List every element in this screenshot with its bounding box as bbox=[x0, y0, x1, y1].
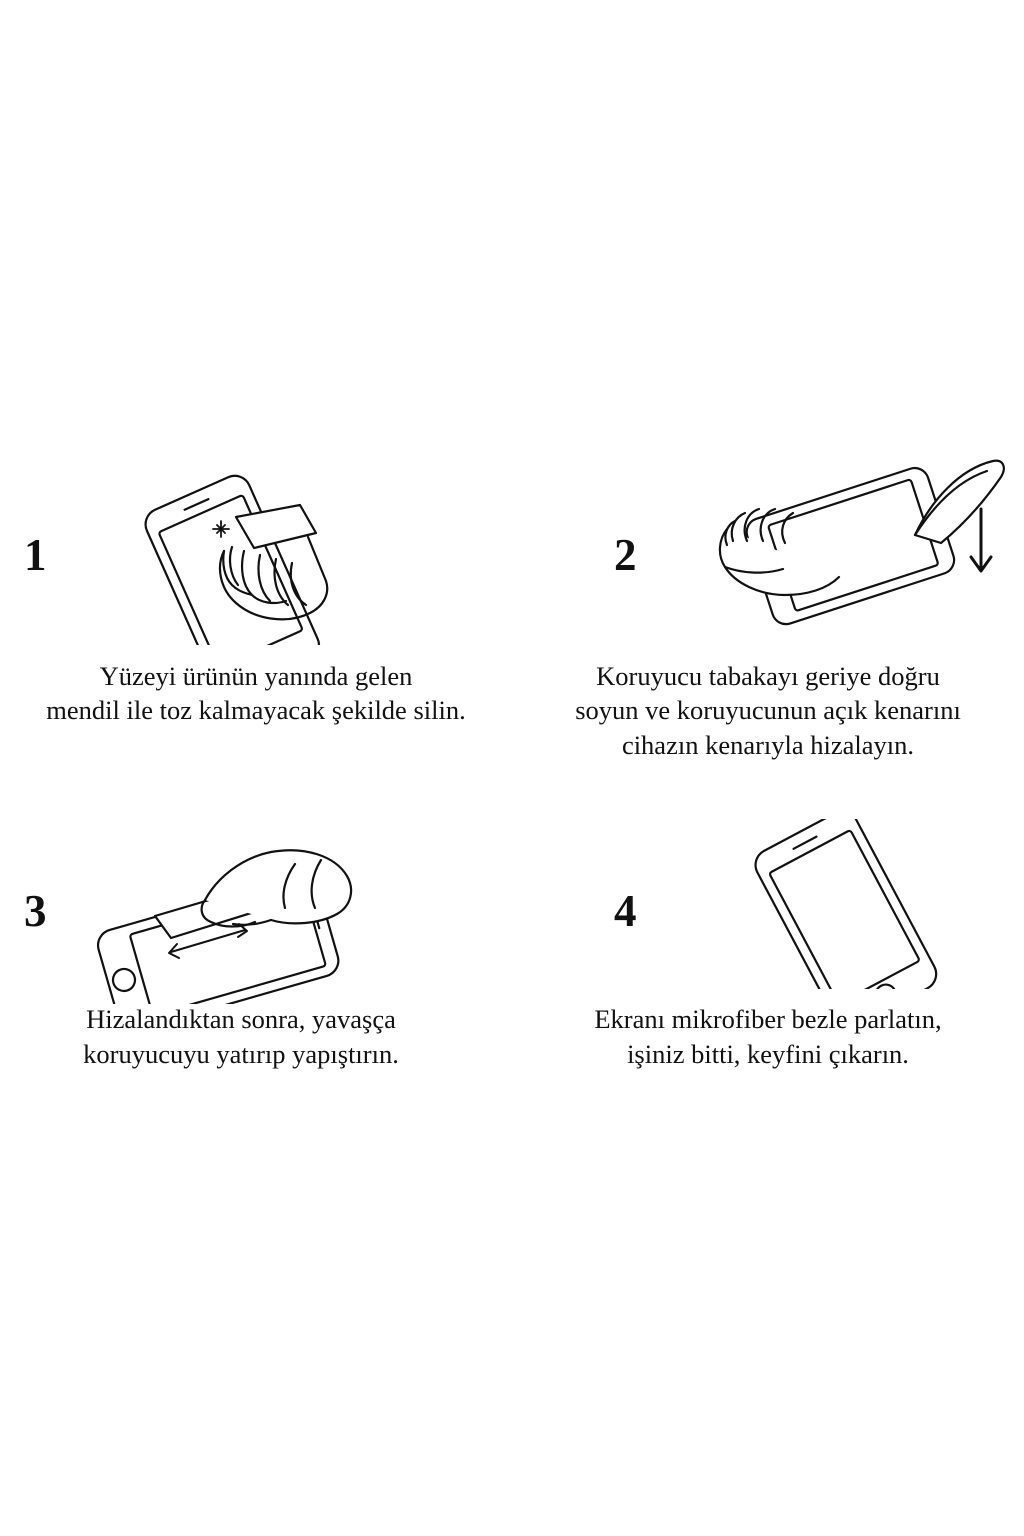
step-3-caption-line-1: Hizalandıktan sonra, yavaşça bbox=[86, 1004, 396, 1035]
phone-with-wipe-cloth-icon bbox=[104, 455, 404, 650]
finger-pressing-screen-protector-icon bbox=[59, 804, 379, 1009]
step-4-illustration-area bbox=[526, 794, 1010, 994]
step-3-illustration-area bbox=[14, 794, 498, 994]
hand-peeling-protective-film-icon bbox=[701, 443, 1011, 648]
finished-phone-icon bbox=[726, 819, 956, 994]
step-4-caption-line-2: işiniz bitti, keyfini çıkarın. bbox=[627, 1038, 909, 1069]
step-2-caption-line-3: cihazın kenarıyla hizalayın. bbox=[621, 729, 915, 760]
step-1-number: 1 bbox=[24, 530, 47, 580]
step-1-caption-line-1: Yüzeyi ürünün yanında gelen bbox=[99, 661, 413, 691]
step-2-number: 2 bbox=[614, 530, 637, 580]
step-2-caption-line-1: Koruyucu tabakayı geriye doğru bbox=[596, 661, 940, 691]
step-2-caption-line-2: soyun ve koruyucunun açık kenarını bbox=[575, 695, 961, 726]
step-2-caption bbox=[527, 659, 1009, 762]
step-3-caption-line-2: koruyucuyu yatırıp yapıştırın. bbox=[83, 1038, 399, 1069]
step-1 bbox=[0, 455, 512, 776]
step-3-caption bbox=[20, 1002, 462, 1071]
step-4-number: 4 bbox=[614, 886, 637, 937]
step-1-illustration-area bbox=[14, 455, 498, 655]
step-4 bbox=[512, 794, 1024, 1085]
steps-grid bbox=[0, 455, 1024, 1085]
step-2 bbox=[512, 455, 1024, 776]
step-4-caption-line-1: Ekranı mikrofiber bezle parlatın, bbox=[594, 1004, 942, 1035]
step-4-caption bbox=[537, 1002, 999, 1071]
step-3 bbox=[0, 794, 512, 1085]
step-3-number: 3 bbox=[24, 886, 47, 937]
step-2-illustration-area bbox=[526, 455, 1010, 655]
step-1-caption bbox=[15, 659, 497, 728]
step-1-caption-line-2: mendil ile toz kalmayacak şekilde silin. bbox=[46, 695, 466, 726]
